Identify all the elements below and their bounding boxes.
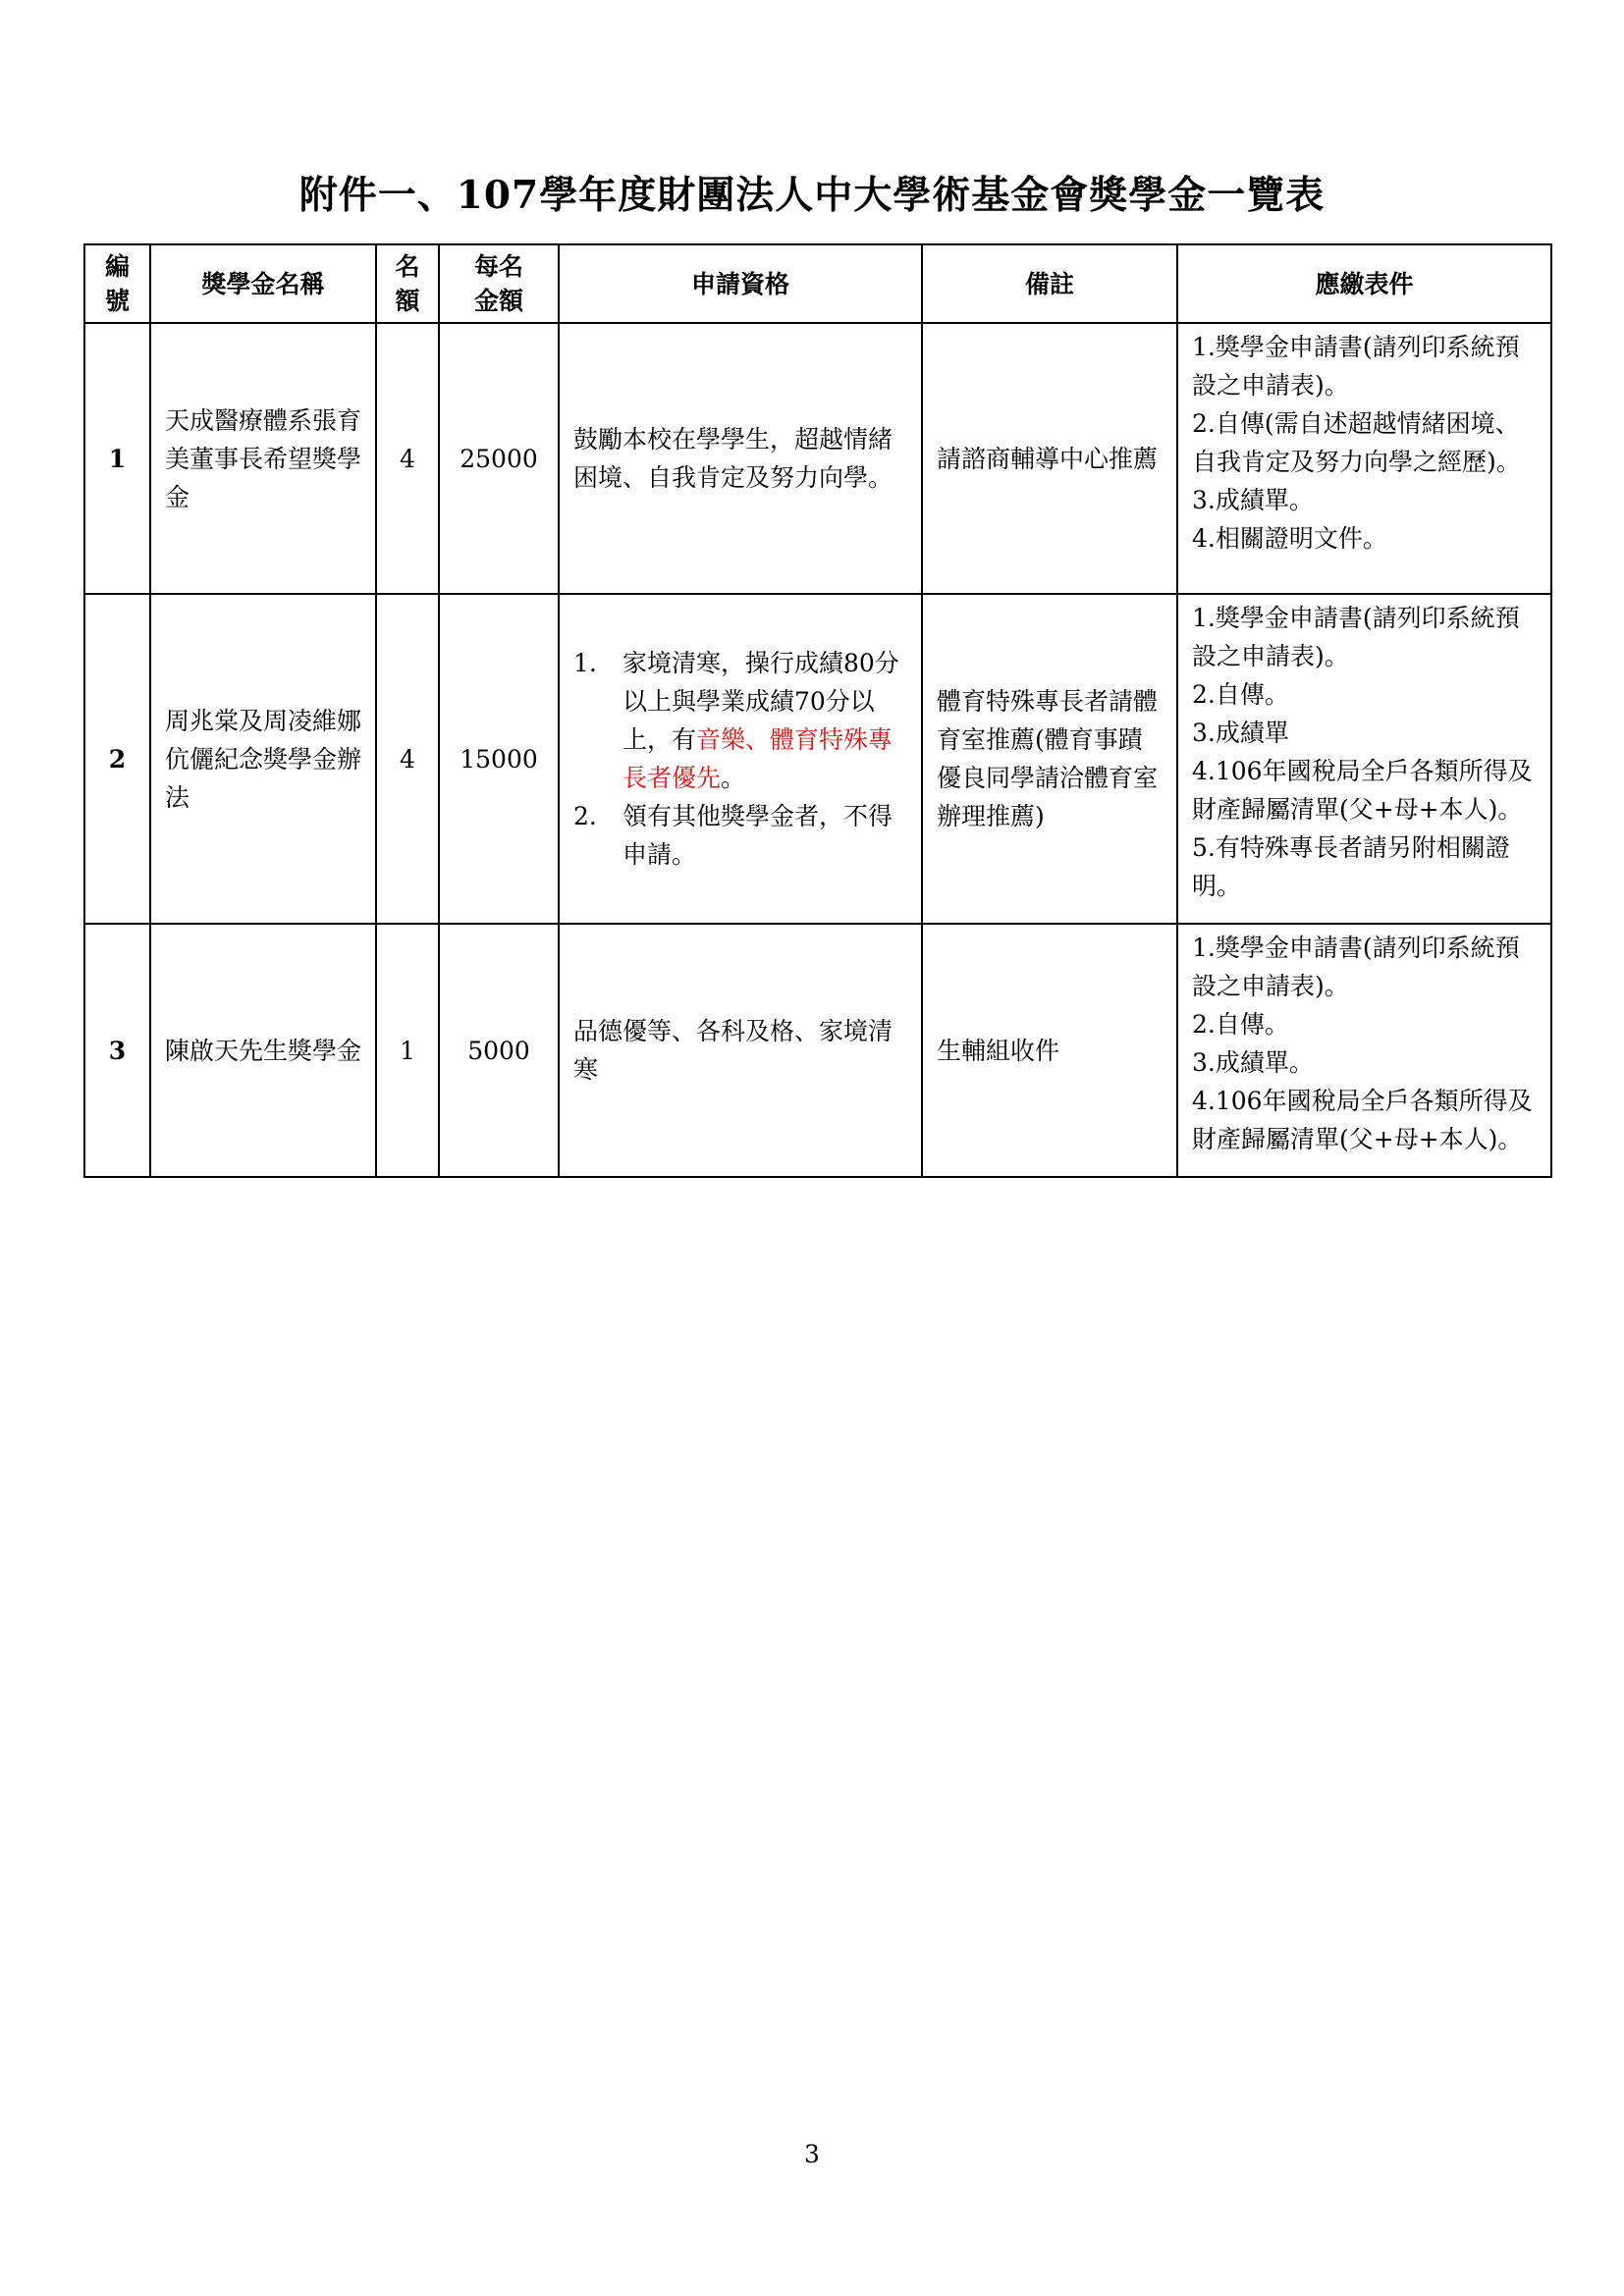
table-row (84, 323, 1551, 594)
table-row (84, 924, 1551, 1177)
scholarship-name: 天成醫療體系張育美董事長希望獎學金 (150, 323, 376, 594)
required-documents (1177, 594, 1551, 924)
scholarship-name: 周兆棠及周凌維娜伉儷紀念獎學金辦法 (150, 594, 376, 924)
document-item: 4.相關證明文件。 (1192, 524, 1387, 553)
row-no: 1 (84, 323, 150, 594)
remarks: 生輔組收件 (922, 924, 1177, 1177)
row-no: 3 (84, 924, 150, 1177)
header-documents: 應繳表件 (1177, 244, 1551, 323)
eligibility: 鼓勵本校在學學生，超越情緒困境、自我肯定及努力向學。 (559, 323, 922, 594)
document-item: 2.自傳(需自述超越情緒困境、自我肯定及努力向學之經歷)。 (1192, 409, 1521, 476)
table-header-row (84, 244, 1551, 323)
eligibility-list (573, 644, 907, 874)
amount: 15000 (439, 594, 559, 924)
eligibility-item: 2. 領有其他獎學金者，不得申請。 (573, 802, 893, 869)
row-no: 2 (84, 594, 150, 924)
document-item: 5.有特殊專長者請另附相關證明。 (1192, 833, 1510, 900)
document-item: 3.成績單。 (1192, 486, 1314, 514)
eligibility (559, 594, 922, 924)
document-item: 1.獎學金申請書(請列印系統預設之申請表)。 (1192, 934, 1520, 1000)
quota: 1 (376, 924, 439, 1177)
header-amount: 每名 金額 (439, 244, 559, 323)
document-item: 2.自傳。 (1192, 1010, 1289, 1039)
scholarship-name: 陳啟天先生獎學金 (150, 924, 376, 1177)
page-number: 3 (804, 2140, 820, 2168)
quota: 4 (376, 594, 439, 924)
document-item: 3.成績單。 (1192, 1048, 1314, 1077)
eligibility-item: 1. 家境清寒，操行成績80分以上與學業成績70分以上，有音樂、體育特殊專長者優先。 (573, 649, 899, 792)
document-item: 1.獎學金申請書(請列印系統預設之申請表)。 (1192, 333, 1520, 400)
header-remarks: 備註 (922, 244, 1177, 323)
required-documents (1177, 323, 1551, 594)
document-item: 2.自傳。 (1192, 680, 1289, 709)
eligibility: 品德優等、各科及格、家境清寒 (559, 924, 922, 1177)
table-row (84, 594, 1551, 924)
required-documents (1177, 924, 1551, 1177)
document-item: 4.106年國稅局全戶各類所得及財產歸屬清單(父+母+本人)。 (1192, 757, 1533, 824)
header-no: 編 號 (84, 244, 150, 323)
header-quota: 名 額 (376, 244, 439, 323)
amount: 25000 (439, 323, 559, 594)
priority-highlight: 音樂、體育特殊專長者優先 (623, 725, 893, 792)
remarks: 體育特殊專長者請體育室推薦(體育事蹟優良同學請洽體育室辦理推薦) (922, 594, 1177, 924)
page-title: 附件一、107學年度財團法人中大學術基金會獎學金一覽表 (298, 173, 1326, 218)
remarks: 請諮商輔導中心推薦 (922, 323, 1177, 594)
amount: 5000 (439, 924, 559, 1177)
document-item: 3.成績單 (1192, 719, 1289, 747)
document-item: 4.106年國稅局全戶各類所得及財產歸屬清單(父+母+本人)。 (1192, 1087, 1533, 1153)
quota: 4 (376, 323, 439, 594)
scholarship-table (83, 243, 1552, 1178)
header-name: 獎學金名稱 (150, 244, 376, 323)
document-item: 1.獎學金申請書(請列印系統預設之申請表)。 (1192, 604, 1520, 670)
header-eligibility: 申請資格 (559, 244, 922, 323)
